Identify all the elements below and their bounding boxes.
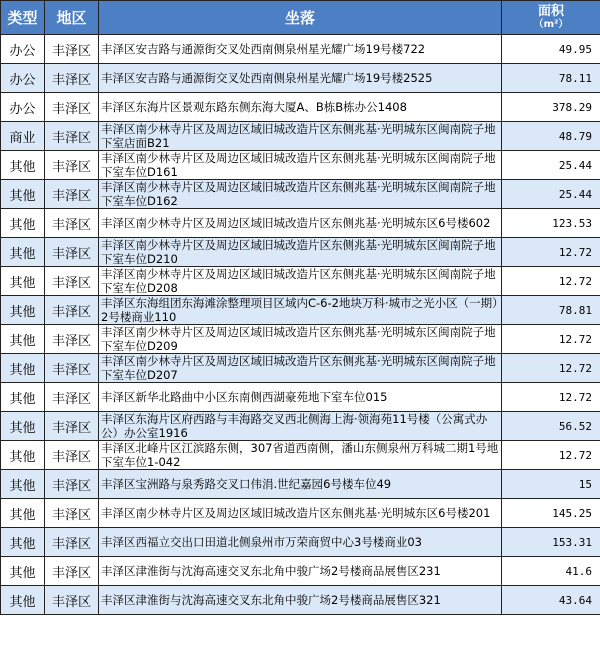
cell-area: 15 xyxy=(502,470,600,499)
table-row xyxy=(1,122,600,151)
cell-area: 49.95 xyxy=(502,35,600,64)
table-row xyxy=(1,470,600,499)
cell-type: 其他 xyxy=(1,180,45,209)
table-row xyxy=(1,35,600,64)
cell-address: 丰泽区安吉路与通源街交叉处西南侧泉州星光耀广场19号楼2525 xyxy=(99,64,502,93)
header-area-label: 面积 xyxy=(537,3,564,19)
cell-address: 丰泽区宝洲路与泉秀路交叉口伟涓.世纪嘉园6号楼车位49 xyxy=(99,470,502,499)
cell-district: 丰泽区 xyxy=(45,180,99,209)
cell-address: 丰泽区南少林寺片区及周边区域旧城改造片区东侧兆基·光明城东区闽南院子地下室车位D208 xyxy=(99,267,502,296)
cell-type: 其他 xyxy=(1,557,45,586)
cell-type: 其他 xyxy=(1,354,45,383)
table-row xyxy=(1,64,600,93)
header-area xyxy=(502,1,600,35)
cell-type: 商业 xyxy=(1,122,45,151)
cell-area: 153.31 xyxy=(502,528,600,557)
table-header xyxy=(1,1,600,35)
cell-address: 丰泽区新华北路曲中小区东南侧西湖豪苑地下室车位015 xyxy=(99,383,502,412)
table-row xyxy=(1,528,600,557)
cell-address: 丰泽区南少林寺片区及周边区域旧城改造片区东侧兆基·光明城东区闽南院子地下室店面B21 xyxy=(99,122,502,151)
cell-address: 丰泽区南少林寺片区及周边区域旧城改造片区东侧兆基·光明城东区闽南院子地下室车位D210 xyxy=(99,238,502,267)
table-row xyxy=(1,586,600,615)
cell-type: 其他 xyxy=(1,151,45,180)
cell-area: 78.81 xyxy=(502,296,600,325)
cell-type: 其他 xyxy=(1,499,45,528)
cell-type: 其他 xyxy=(1,441,45,470)
table-row xyxy=(1,325,600,354)
table-row xyxy=(1,180,600,209)
table-row xyxy=(1,238,600,267)
cell-area: 78.11 xyxy=(502,64,600,93)
cell-district: 丰泽区 xyxy=(45,64,99,93)
table-row xyxy=(1,93,600,122)
cell-district: 丰泽区 xyxy=(45,557,99,586)
cell-district: 丰泽区 xyxy=(45,528,99,557)
cell-type: 其他 xyxy=(1,267,45,296)
cell-area: 48.79 xyxy=(502,122,600,151)
cell-district: 丰泽区 xyxy=(45,354,99,383)
cell-address: 丰泽区南少林寺片区及周边区域旧城改造片区东侧兆基·光明城东区闽南院子地下室车位D162 xyxy=(99,180,502,209)
cell-address: 丰泽区津淮街与沈海高速交叉东北角中骏广场2号楼商品展售区231 xyxy=(99,557,502,586)
cell-area: 12.72 xyxy=(502,383,600,412)
cell-district: 丰泽区 xyxy=(45,325,99,354)
cell-address: 丰泽区安吉路与通源街交叉处西南侧泉州星光耀广场19号楼722 xyxy=(99,35,502,64)
cell-area: 12.72 xyxy=(502,267,600,296)
cell-type: 其他 xyxy=(1,238,45,267)
cell-area: 12.72 xyxy=(502,441,600,470)
cell-type: 办公 xyxy=(1,35,45,64)
table-row xyxy=(1,557,600,586)
cell-address: 丰泽区东海组团东海滩涂整理项目区域内C-6-2地块万科·城市之光小区（一期）2号楼商业110 xyxy=(99,296,502,325)
cell-district: 丰泽区 xyxy=(45,209,99,238)
cell-address: 丰泽区北峰片区江滨路东侧，307省道西南侧，潘山东侧泉州万科城二期1号地下室车位1-042 xyxy=(99,441,502,470)
cell-area: 12.72 xyxy=(502,354,600,383)
header-row xyxy=(1,1,600,35)
cell-type: 其他 xyxy=(1,296,45,325)
cell-district: 丰泽区 xyxy=(45,383,99,412)
header-district: 地区 xyxy=(45,1,99,35)
cell-district: 丰泽区 xyxy=(45,35,99,64)
table-row xyxy=(1,499,600,528)
cell-type: 其他 xyxy=(1,470,45,499)
cell-district: 丰泽区 xyxy=(45,296,99,325)
cell-type: 其他 xyxy=(1,528,45,557)
cell-type: 办公 xyxy=(1,93,45,122)
cell-area: 12.72 xyxy=(502,238,600,267)
cell-area: 25.44 xyxy=(502,151,600,180)
table-row xyxy=(1,209,600,238)
cell-address: 丰泽区南少林寺片区及周边区域旧城改造片区东侧兆基·光明城东区闽南院子地下室车位D207 xyxy=(99,354,502,383)
cell-district: 丰泽区 xyxy=(45,499,99,528)
header-address: 坐落 xyxy=(99,1,502,35)
cell-area: 378.29 xyxy=(502,93,600,122)
cell-address: 丰泽区南少林寺片区及周边区域旧城改造片区东侧兆基·光明城东区6号楼602 xyxy=(99,209,502,238)
cell-area: 12.72 xyxy=(502,325,600,354)
table-row xyxy=(1,412,600,441)
cell-address: 丰泽区南少林寺片区及周边区域旧城改造片区东侧兆基·光明城东区闽南院子地下室车位D161 xyxy=(99,151,502,180)
cell-type: 其他 xyxy=(1,325,45,354)
cell-district: 丰泽区 xyxy=(45,267,99,296)
cell-district: 丰泽区 xyxy=(45,238,99,267)
cell-type: 其他 xyxy=(1,586,45,615)
cell-address: 丰泽区西福立交出口田道北侧泉州市万荣商贸中心3号楼商业03 xyxy=(99,528,502,557)
cell-area: 123.53 xyxy=(502,209,600,238)
table-body xyxy=(1,35,600,615)
cell-area: 145.25 xyxy=(502,499,600,528)
table-row xyxy=(1,296,600,325)
cell-address: 丰泽区南少林寺片区及周边区域旧城改造片区东侧兆基·光明城东区闽南院子地下室车位D209 xyxy=(99,325,502,354)
table-row xyxy=(1,151,600,180)
cell-area: 43.64 xyxy=(502,586,600,615)
table-row xyxy=(1,383,600,412)
table-row xyxy=(1,267,600,296)
cell-type: 办公 xyxy=(1,64,45,93)
cell-address: 丰泽区南少林寺片区及周边区域旧城改造片区东侧兆基·光明城东区6号楼201 xyxy=(99,499,502,528)
header-type: 类型 xyxy=(1,1,45,35)
table-row xyxy=(1,354,600,383)
cell-address: 丰泽区津淮街与沈海高速交叉东北角中骏广场2号楼商品展售区321 xyxy=(99,586,502,615)
cell-type: 其他 xyxy=(1,412,45,441)
cell-area: 25.44 xyxy=(502,180,600,209)
cell-district: 丰泽区 xyxy=(45,151,99,180)
cell-district: 丰泽区 xyxy=(45,586,99,615)
cell-district: 丰泽区 xyxy=(45,470,99,499)
cell-area: 41.6 xyxy=(502,557,600,586)
cell-area: 56.52 xyxy=(502,412,600,441)
cell-district: 丰泽区 xyxy=(45,412,99,441)
table-row xyxy=(1,441,600,470)
cell-district: 丰泽区 xyxy=(45,93,99,122)
cell-address: 丰泽区东海片区府西路与丰海路交叉西北侧海上海·领海苑11号楼（公寓式办公）办公室1916 xyxy=(99,412,502,441)
cell-type: 其他 xyxy=(1,383,45,412)
cell-district: 丰泽区 xyxy=(45,122,99,151)
cell-district: 丰泽区 xyxy=(45,441,99,470)
cell-type: 其他 xyxy=(1,209,45,238)
cell-address: 丰泽区东海片区景观东路东侧东海大厦A、B栋B栋办公1408 xyxy=(99,93,502,122)
header-area-unit: （m²） xyxy=(533,18,569,30)
